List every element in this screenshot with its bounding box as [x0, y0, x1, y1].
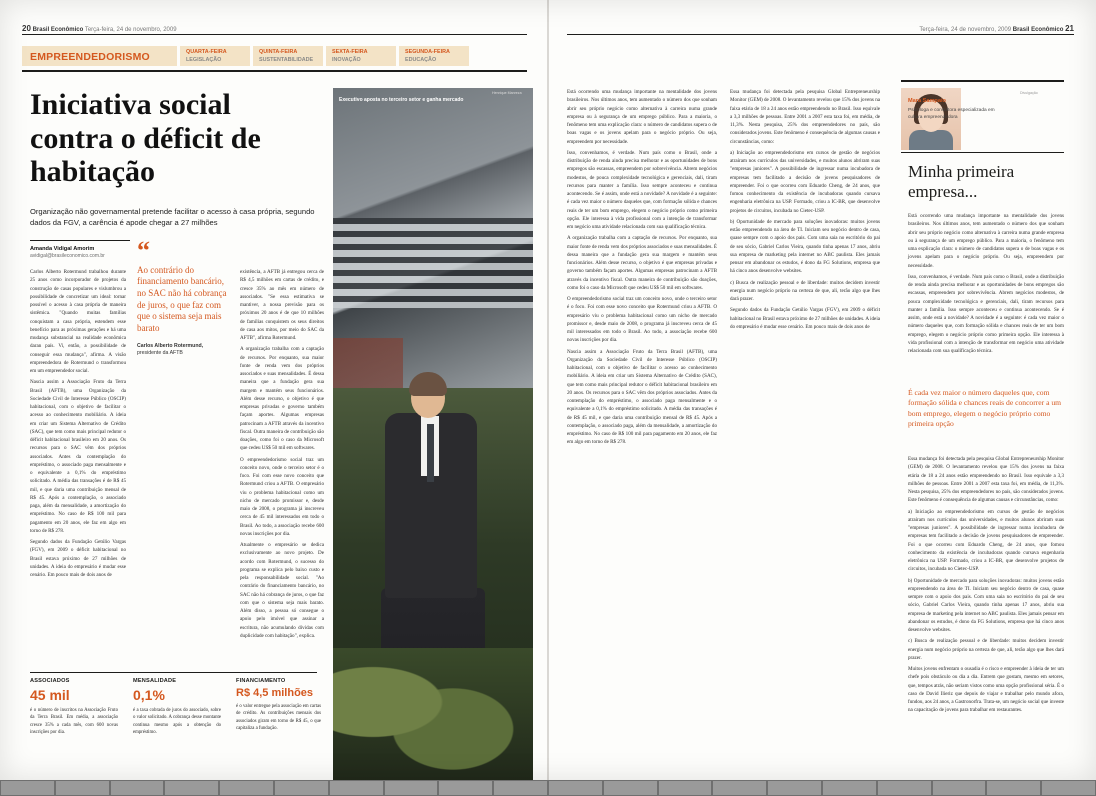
columnist-top-rule: [901, 80, 1064, 82]
right-folio-number: 21: [1065, 24, 1074, 33]
day-tab-day: SEXTA-FEIRA: [332, 49, 368, 55]
day-tab-day: SEGUNDA-FEIRA: [405, 49, 450, 55]
paragraph: A organização trabalha com a captação de recursos. Por enquanto, sua maior fonte de renda vem dos próprios associados e suas mensalidades. É dessa maneira que a fundação gera sua margem e mantém seus funcionários. Além desse recurso, o objetivo é que empresas privadas e governo também façam aportes. Algumas empresas patrocinam a AFTB através da incentivo fiscal. Outra maneira de contribuição são doações, como foi o caso da Microsoft que cedeu US$ 50 mil em softwares.: [567, 235, 717, 291]
thumbnail[interactable]: [823, 781, 876, 795]
pull-quote: [137, 236, 227, 358]
paragraph: c) Busca de realização pessoal e de liberdade: muitos decidem investir energia num negócio próprio na certeza de que, ali, terão algo que lhes dará prazer.: [730, 279, 880, 302]
day-tab-topic: EDUCAÇÃO: [405, 57, 437, 63]
thumbnail[interactable]: [768, 781, 821, 795]
day-tab-topic: INOVAÇÃO: [332, 57, 361, 63]
left-folio-date: Terça-feira, 24 de novembro, 2009: [84, 27, 177, 33]
thumbnail[interactable]: [330, 781, 383, 795]
thumbnail[interactable]: [713, 781, 766, 795]
right-folio-rule: [567, 34, 1074, 35]
page-title: Iniciativa social contra o déficit de habitação: [30, 88, 261, 189]
byline-email: avidigal@brasileconomico.com.br: [30, 253, 105, 259]
left-folio-number: 20: [22, 24, 31, 33]
paragraph: O empreendedorismo social traz um conceito novo, onde o terceiro setor é o foco. Foi com esse novo conceito que Rotermund criou a AFTB. O empresário viu o problema habitacional como um nicho de mercado promissor e, desde maio de 2008, o programa já inscreveu cerca de 45 mil interessados em todo o Brasil. Ao todo, a associação recebe 600 novas inscrições por dia.: [567, 296, 717, 344]
day-tab-sexta[interactable]: [326, 46, 396, 66]
paragraph: Atualmente o empresário se dedica exclusivamente ao novo projeto. De acordo com Rotermund, o sucesso do programa se explica pelo baixo custo e pela responsabilidade social. "Ao contrário do financiamento bancário, no SAC não há cobrança de juros, o que faz com que o sistema seja mais barato. Além disso, a pessoa só consegue o apoio pelo imóvel que assinar a escritura, não acumulando dívidas com duplicidade com habitação", explica.: [240, 542, 324, 639]
photo-foliage: [333, 648, 533, 783]
body-column-1: [30, 268, 126, 582]
paragraph: Isso, convenhamos, é verdade. Num país como o Brasil, onde a distribuição de renda ainda precisa melhorar e as oportunidades de bons empregos são escassas, empreendem por sobrevivência. Abrem negócios modestos, de pouca complexidade tecnológica e gerenciais, dali, tiram recursos para manter a família. Isso sempre aconteceu e continua acontecendo. Se é assim, onde está a novidade? A novidade é a seguinte: é cada vez maior o número daqueles que, com formação sólida e chances reais de ter um bom emprego, elegem o negócio próprio como primeira opção. Ele interessa à vida profissional com a intenção de transformar em negócio uma atividade relacionada com sua qualificação técnica.: [567, 149, 717, 230]
day-tab-topic: SUSTENTABILIDADE: [259, 57, 314, 63]
left-folio-publication: Brasil Econômico: [32, 27, 84, 33]
columnist-photo-body: [909, 130, 953, 150]
byline-rule: [30, 240, 130, 241]
stat-value: 0,1%: [133, 687, 165, 703]
thumbnail[interactable]: [494, 781, 547, 795]
thumbnail[interactable]: [1, 781, 54, 795]
day-tab-quinta[interactable]: [253, 46, 323, 66]
byline-name: Amanda Vidigal Amorim: [30, 246, 95, 252]
stat-label: MENSALIDADE: [133, 678, 177, 684]
paragraph: Está ocorrendo uma mudança importante na mentalidade dos jovens brasileiros. Nos últimos anos, tem aumentado o número dos que sonham abrir seu próprio negócio como alternativa à carreira numa grande empresa ou à segurança de um emprego público. Para a maioria, o fenômeno tem uma explicação clara: o número de candidatos supera o de boas vagas e os jovens apelam para o negócio próprio. Ou seja, empreendem por necessidade.: [567, 89, 717, 145]
columnist-rule: [901, 152, 1064, 153]
section-rule: [22, 70, 527, 72]
article-photo: [333, 88, 533, 783]
thumbnail[interactable]: [987, 781, 1040, 795]
photo-caption: Executivo aposta no terceiro setor e ganha mercado: [339, 97, 464, 103]
day-tab-segunda[interactable]: [399, 46, 469, 66]
stat-description: é o valor entregue pela associação em cartas de crédito. As contribuições mensais dos associados giram em torno de R$ 45, o que capitaliza a fundação.: [236, 704, 321, 732]
paragraph: a) Iniciação ao empreendedorismo em cursos de gestão de negócios atraíram nos currículos das universidades, e muitos alunos abriram suas "empresas juniores". A possibilidade de ingressar numa incubadora de empresas tem facilitado a decisão de jovens pesquisadores de empreender. Foi o que ocorreu com Eduardo Cheng, de 24 anos, que fomou conhecimento da existência de incubadoras quando cursava engenharia eletrônica na USP. Formado, criou a IC-BR, que desenvolve projetos de circuitos, incubada no Cietec-USP.: [730, 149, 880, 214]
thumbnail[interactable]: [439, 781, 492, 795]
paragraph: Essa mudança foi detectada pela pesquisa Global Entrepreneurship Monitor (GEM) de 2008. O levantamento revelou que 15% dos jovens na faixa etária de 18 a 24 anos estão empreendendo no Brasil. Isso equivale a 3,3 milhões de pessoas. Entre 2001 a 2007 esta taxa foi, em média, de 11,3%. Nesta pesquisa, 25% dos empreendedores no país, são considerados jovens. Este fenômeno é consequência de algumas causas e circunstâncias, como:: [908, 456, 1064, 504]
paragraph: a) Iniciação ao empreendedorismo em cursos de gestão de negócios atraíram nos currículos das universidades, e muitos alunos abriram suas "empresas juniores". A possibilidade de ingressar numa incubadora de empresas tem facilitado a decisão de jovens pesquisadores de empreender. Foi o que ocorreu com Eduardo Cheng, de 24 anos, que fomou conhecimento da existência de incubadoras quando cursava engenharia eletrônica na USP. Formado, criou a IC-BR, que desenvolve projetos de circuitos, incubada no Cietec-USP.: [908, 508, 1064, 573]
paragraph: Nascia assim a Associação Fruto da Terra Brasil (AFTB), uma Organização da Sociedade Civil de Interesse Público (OSCIP) habitacional, com o objetivo de facilitar o acesso ao conhecimento mobiliário. A ideia em criar um Sistema Alternativo de Crédito (SAC), que tem como mais principal redutor o déficit habitacional brasileiro em 20 anos. Os recursos para o SAC vêm dos próprios associados. Antes da contemplação do empréstimo, o associado paga mensalmente e o equivalente a 0,1% do empréstimo solicitado. A média das transações é de R$ 45 mil, e que daria uma contribuição mensal de R$ 45. Após a contemplação, o associado paga, além da mensalidade, a amortização do empréstimo. No caso de R$ 100 mil para pagamento em 20 anos, ele faz em algo em torno de R$ 278.: [30, 379, 126, 534]
left-folio: [22, 24, 177, 33]
thumbnail[interactable]: [878, 781, 931, 795]
byline: [30, 246, 150, 259]
paragraph: Muitos jovens enfrentam o ousadia é o risco e empreender à ideia de ter um chefe pois obstáculo ou dia a dia. Entrem que gostam, mesmo em setores, que, tempos atrás, não seriam vistos como uma opção profissional séria. É o caso de David Ilieriz que depois de viajar e trabalhar pelo mundo afora, fundou, aos 24 anos, a Gastronorfra. Trata-se, um negócio social que investe na capacitação de jovens para trabalhar em restaurantes.: [908, 666, 1064, 714]
columnist-photo-credit: Divulgação: [1020, 91, 1038, 95]
thumbnail[interactable]: [220, 781, 273, 795]
day-tab-quarta[interactable]: [180, 46, 250, 66]
paragraph: Carlos Alberto Rotermund trabalhou durante 25 anos como incorporador de projetos da construção de casas populares e vislumbrou a possibilidade de concretizar um ideal: tornar possível o acesso à casa própria de maneira sistêmica. "Quando muitas famílias conquistam a casa própria, estendem esse benefício para as próximas gerações e há uma mudança substancial na realidade econômica daran país. Vi, então, a possibilidade de conseguir essa mudança", afirma. A visão empreendedora de Rotermund o transformou em um empreendedor social.: [30, 269, 126, 374]
thumbnail[interactable]: [604, 781, 657, 795]
columnist-body-1: [908, 212, 1064, 358]
paragraph: Segundo dados da Fundação Getúlio Vargas (FGV), em 2009 o déficit habitacional no Brasil estava próximo de 27 milhões de unidades. A ideia do empresário é mudar esse cenário. Em pouco mais de dois anos de: [730, 307, 880, 330]
right-body-column-1: [567, 88, 717, 450]
right-folio-date: Terça-feira, 24 de novembro, 2009: [919, 27, 1012, 33]
paragraph: Isso, convenhamos, é verdade. Num país como o Brasil, onde a distribuição de renda ainda precisa melhorar e as oportunidades de bons empregos são escassas, empreendem por sobrevivência. Abrem negócios modestos, de pouca complexidade tecnológica e gerenciais, dali, tiram recursos para manter a família. Isso sempre aconteceu e continua acontecendo. Se é assim, onde está a novidade? A novidade é a seguinte: é cada vez maior o número daqueles que, com formação sólida e chances reais de ter um bom emprego, elegem o negócio próprio como primeira opção. Ele interessa à vida profissional com a intenção de transformar em negócio uma atividade relacionada com sua qualificação técnica.: [908, 273, 1064, 354]
paragraph: c) Busca de realização pessoal e de liberdade: muitos decidem investir energia num negócio próprio na certeza de que, ali, terão algo que lhes dará prazer.: [908, 638, 1064, 661]
stat-description: é a taxa cobrada de juros do associado, sobre o valor solicitado. A cobrança desse montante continua mesmo após a obtenção do empréstimo.: [133, 708, 221, 736]
thumbnail[interactable]: [1042, 781, 1095, 795]
thumbnail[interactable]: [933, 781, 986, 795]
day-tab-day: QUINTA-FEIRA: [259, 49, 298, 55]
section-label: EMPREENDEDORISMO: [30, 51, 150, 63]
pull-quote-role: presidente da AFTB: [137, 350, 183, 357]
columnist-highlight: É cada vez maior o número daqueles que, com formação sólida e chances reais de concorrer a um bom emprego, elegem o negócio próprio como primeira opção: [908, 388, 1062, 429]
standfirst: Organização não governamental pretende facilitar o acesso à casa própria, segundo dados da FGV, a carência é apode chegar a 27 milhões: [30, 207, 315, 228]
stat-description: é o número de inscritos na Associação Fruto da Terra Brasil. Em média, a associação cresce 35% a cada mês, com 600 novas inscrições por dia.: [30, 708, 118, 736]
pull-quote-text: Ao contrário do financiamento bancário, no SAC não há cobrança de juros, o que faz com que o sistema seja mais barato: [137, 264, 227, 334]
thumbnail-strip[interactable]: [0, 780, 1096, 796]
paragraph: b) Oportunidade de mercado para soluções inovadoras: muitos jovens estão empreendendo na área de TI. Iniciam seu negócio dentro de casa, quase sempre com o apoio dos pais. Com uma saia no escritório do pai de seu sócio, Gabriel Carlos Vieira, quando tinha apenas 17 anos, abriu sua empresa de marketing pela internet no ABC paulista. Eles jamais pensar em abandonar os estudos, é dono da FG Solutions, empresa que há cinco anos desenvolve websites.: [730, 218, 880, 275]
paragraph: O empreendedorismo social traz um conceito novo, onde o terceiro setor é o foco. Foi com esse novo conceito que Rotermund criou a AFTB. O empresário viu o problema habitacional como um nicho de mercado promissor e, desde maio de 2008, o programa já inscreveu cerca de 45 mil interessados em todo o Brasil. Ao todo, a associação recebe 600 novas inscrições por dia.: [240, 456, 324, 537]
photo-subject-tie: [427, 424, 434, 482]
pull-quote-name: Carlos Alberto Rotermund,: [137, 342, 204, 349]
quote-mark-icon: “: [137, 236, 150, 265]
columnist-body-2: [908, 455, 1064, 718]
thumbnail[interactable]: [275, 781, 328, 795]
columnist-title: Minha primeira empresa...: [908, 162, 1015, 201]
columnist-name: Mara Sampaio: [908, 98, 946, 104]
body-column-2: [240, 268, 324, 643]
stat-label: FINANCIAMENTO: [236, 678, 286, 684]
stat-value: R$ 4,5 milhões: [236, 687, 314, 699]
stat-financiamento: [236, 678, 321, 733]
stat-label: ASSOCIADOS: [30, 678, 70, 684]
stats-rule: [30, 672, 317, 673]
paragraph: Nascia assim a Associação Fruto da Terra Brasil (AFTB), uma Organização da Sociedade Civil de Interesse Público (OSCIP) habitacional, com o objetivo de facilitar o acesso ao conhecimento mobiliário. A ideia em criar um Sistema Alternativo de Crédito (SAC), que tem como mais principal redutor o déficit habitacional brasileiro em 20 anos. Os recursos para o SAC vêm dos próprios associados. Antes da contemplação do empréstimo, o associado paga mensalmente e o equivalente a 0,1% do empréstimo solicitado. A média das transações é de R$ 45 mil, e que daria uma contribuição mensal de R$ 45. Após a contemplação, o associado paga, além da mensalidade, a amortização do empréstimo. No caso de R$ 100 mil para pagamento em 20 anos, ele faz em algo em torno de R$ 278.: [567, 348, 717, 446]
photo-building-windows: [333, 218, 533, 308]
right-folio: [919, 24, 1074, 33]
pull-quote-attribution: [137, 343, 227, 358]
thumbnail[interactable]: [111, 781, 164, 795]
left-folio-rule: [22, 34, 527, 35]
paragraph: existência, a AFTB já entregou cerca de R$ 4,5 milhões em cartas de crédito, e cresce 35% ao mês em número de associados. "Se essa estimativa se mantiver, a nossa previsão para os próximos 20 anos é de que 10 milhões de famílias conquistem os seus direitos de casa aos mitos, por meio do SAC da AFTB", afirma Rotermund.: [240, 269, 324, 341]
paragraph: Essa mudança foi detectada pela pesquisa Global Entrepreneurship Monitor (GEM) de 2008. O levantamento revelou que 15% dos jovens na faixa etária de 18 a 24 anos estão empreendendo no Brasil. Isso equivale a 3,3 milhões de pessoas. Entre 2001 a 2007 esta taxa foi, em média, de 11,3%. Nesta pesquisa, 25% dos empreendedores no país, são considerados jovens. Este fenômeno é consequência de algumas causas e circunstâncias, como:: [730, 89, 880, 145]
paragraph: b) Oportunidade de mercado para soluções inovadoras: muitos jovens estão empreendendo na área de TI. Iniciam seu negócio dentro de casa, quase sempre com o apoio dos pais. Com uma saia no escritório do pai de seu sócio, Gabriel Carlos Vieira, quando tinha apenas 17 anos, abriu sua empresa de marketing pela internet no ABC paulista. Eles jamais pensar em abandonar os estudos, é dono da FG Solutions, empresa que há cinco anos desenvolve websites.: [908, 577, 1064, 633]
thumbnail[interactable]: [165, 781, 218, 795]
thumbnail[interactable]: [659, 781, 712, 795]
stat-associados: [30, 678, 118, 737]
page-gutter: [547, 0, 549, 780]
right-folio-publication: Brasil Econômico: [1012, 27, 1064, 33]
day-tab-day: QUARTA-FEIRA: [186, 49, 227, 55]
right-body-column-2: [730, 88, 880, 334]
photo-credit: Henrique Manreza: [492, 91, 522, 95]
paragraph: Segundo dados da Fundação Getúlio Vargas (FGV), em 2009 o déficit habitacional no Brasil estava próximo de 27 milhões de unidades. A ideia do empresário é mudar esse cenário. Em pouco mais de dois anos de: [30, 539, 126, 578]
day-tab-topic: LEGISLAÇÃO: [186, 57, 222, 63]
thumbnail[interactable]: [549, 781, 602, 795]
paragraph: A organização trabalha com a captação de recursos. Por enquanto, sua maior fonte de renda vem dos próprios associados e suas mensalidades. É dessa maneira que a fundação gera sua margem e mantém seus funcionários. Além desse recurso, o objetivo é que empresas privadas e governo também façam aportes. Algumas empresas patrocinam a AFTB através da incentivo fiscal. Outra maneira de contribuição são doações, como foi o caso da Microsoft que cedeu US$ 50 mil em softwares.: [240, 346, 324, 452]
columnist-role: Psicóloga e consultora especializada em cultura empreendedora: [908, 108, 995, 121]
thumbnail[interactable]: [56, 781, 109, 795]
thumbnail[interactable]: [385, 781, 438, 795]
stat-mensalidade: [133, 678, 221, 737]
paragraph: Está ocorrendo uma mudança importante na mentalidade dos jovens brasileiros. Nos últimos anos, tem aumentado o número dos que sonham abrir seu próprio negócio como alternativa à carreira numa grande empresa ou à segurança de um emprego público. Para a maioria, o fenômeno tem uma explicação clara: o número de candidatos supera o de boas vagas e os jovens apelam para o negócio próprio. Ou seja, empreendem por necessidade.: [908, 213, 1064, 269]
stat-value: 45 mil: [30, 687, 70, 703]
